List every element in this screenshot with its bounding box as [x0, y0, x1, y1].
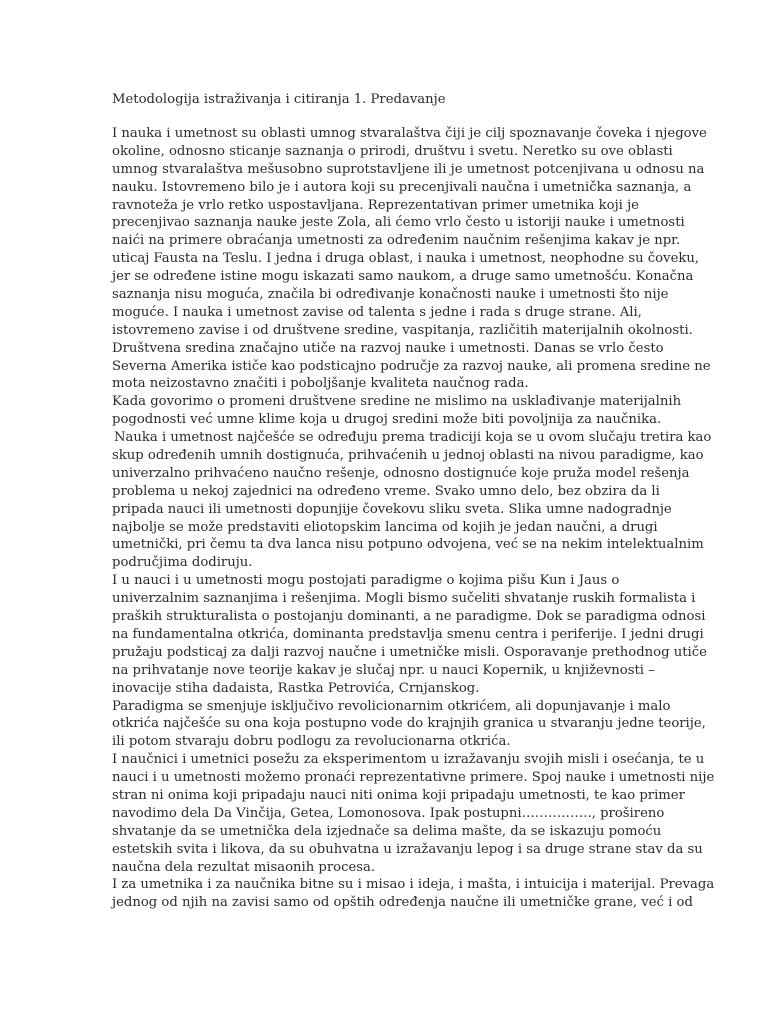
text-line: područjima dodiruju. — [112, 555, 253, 571]
text-line: precenjivao saznanja nauke jeste Zola, ali ćemo vrlo često u istoriji nauke i umetnosti — [112, 215, 685, 231]
text-line: stran ni onima koji pripadaju nauci niti onima koji pripadaju umetnosti, te kao primer — [112, 787, 685, 803]
text-line: na fundamentalna otkrića, dominanta predstavlja smenu centra i periferije. I jedni drugi — [112, 626, 704, 642]
paragraph — [112, 393, 682, 429]
text-line: I za umetnika i za naučnika bitne su i misao i ideja, i mašta, i intuicija i materijal. Prevaga — [112, 877, 715, 893]
text-line: nauci i u umetnosti možemo pronaći reprezentativne primere. Spoj nauke i umetnosti nije — [112, 770, 715, 786]
text-line: Paradigma se smenjuje isključivo revolicionarnim otkrićem, ali dopunjavanje i malo — [112, 698, 671, 714]
text-line: I u nauci i u umetnosti mogu postojati paradigme o kojima pišu Kun i Jaus o — [112, 573, 620, 589]
text-line: naići na primere obraćanja umetnosti za određenim naučnim rešenjima kakav je npr. — [112, 233, 681, 249]
text-line: problema u nekoj zajednici na određeno vreme. Svako umno delo, bez obzira da li — [112, 483, 660, 499]
text-line: uticaj Fausta na Teslu. I jedna i druga oblast, i nauka i umetnost, neophodne su čoveku, — [112, 251, 700, 267]
text-line: pružaju podsticaj za dalji razvoj naučne i umetničke misli. Osporavanje prethodnog utiče — [112, 644, 707, 660]
text-line: Kada govorimo o promeni društvene sredine ne mislimo na usklađivanje materijalnih — [112, 394, 682, 410]
text-line: navodimo dela Da Vinčija, Getea, Lomonosova. Ipak postupni……………., prošireno — [112, 805, 665, 821]
text-line: I naučnici i umetnici posežu za eksperimentom u izražavanju svojih misli i osećanja, te u — [112, 752, 705, 768]
text-line: nauku. Istovremeno bilo je i autora koji su precenjivali naučna i umetnička saznanja, a — [112, 179, 692, 195]
text-line: estetskih svita i likova, da su obuhvatna u izražavanju lepog i sa druge strane stav da su — [112, 841, 703, 857]
text-line: naučna dela rezultat misaonih procesa. — [112, 859, 376, 875]
text-line: Severna Amerika ističe kao podsticajno područje za razvoj nauke, ali promena sredine ne — [112, 358, 711, 374]
text-line: Društvena sredina značajno utiče na razvoj nauke i umetnosti. Danas se vrlo često — [112, 340, 664, 356]
paragraph — [112, 698, 706, 752]
text-line: praških strukturalista o postojanju dominanti, a ne paradigme. Dok se paradigma odnosi — [112, 609, 706, 625]
text-line: otkrića najčešće su ona koja postupno vode do krajnjih granica u stvaranju jedne teorije, — [112, 716, 706, 732]
paragraph — [112, 429, 712, 572]
text-line: ili potom stvaraju dobru podlogu za revolucionarna otkrića. — [112, 734, 511, 750]
text-line: jer se određene istine mogu iskazati samo naukom, a druge samo umetnošću. Konačna — [112, 269, 694, 285]
text-line: I nauka i umetnost su oblasti umnog stvaralaštva čiji je cilj spoznavanje čoveka i njegove — [112, 126, 707, 141]
text-line: mota neizostavno značiti i poboljšanje kvaliteta naučnog rada. — [112, 376, 529, 392]
text-line: na prihvatanje nove teorije kakav je slučaj npr. u nauci Kopernik, u književnosti – — [112, 662, 655, 678]
document-page — [112, 92, 715, 912]
text-line: umnog stvaralaštva mešusobno suprotstavljene ili je umetnost potcenjivana u odnosu na — [112, 161, 705, 177]
text-line: pogodnosti već umne klime koja u drugoj sredini može biti povoljnija za naučnika. — [112, 412, 662, 428]
text-line: pripada nauci ili umetnosti dopunjije čovekovu sliku sveta. Slika umne nadogradnje — [112, 501, 672, 517]
text-line: inovacije stiha dadaista, Rastka Petrovića, Crnjanskog. — [112, 680, 480, 696]
text-line: moguće. I nauka i umetnost zavise od talenta s jedne i rada s druge strane. Ali, — [112, 304, 642, 320]
document-title: Metodologija istraživanja i citiranja 1. Predavanje — [112, 92, 446, 107]
text-line: ravnoteža je vrlo retko uspostavljana. Reprezentativan primer umetnika koji je — [112, 197, 639, 213]
paragraph — [112, 876, 715, 912]
paragraph — [112, 125, 711, 393]
text-line: shvatanje da se umetnička dela izjednače sa delima mašte, da se iskazuju pomoću — [112, 823, 662, 839]
paragraph — [112, 751, 715, 876]
text-line: najbolje se može predstaviti eliotopskim lancima od kojih je jedan naučni, a drugi — [112, 519, 658, 535]
text-line: saznanja nisu moguća, značila bi određivanje konačnosti nauke i umetnosti što nije — [112, 287, 669, 303]
text-line: Nauka i umetnost najčešće se određuju prema tradiciji koja se u ovom slučaju tretira kao — [114, 430, 712, 446]
text-line: okoline, odnosno sticanje saznanja o prirodi, društvu i svetu. Neretko su ove oblasti — [112, 143, 673, 159]
text-line: umetnički, pri čemu ta dva lanca nisu potpuno odvojena, već se na nekim intelektualnim — [112, 537, 704, 553]
paragraph — [112, 572, 707, 697]
text-line: univerzalno prihvaćeno naučno rešenje, odnosno dostignuće koje pruža model rešenja — [112, 465, 690, 481]
text-line: jednog od njih na zavisi samo od opštih određenja naučne ili umetničke grane, već i od — [112, 895, 693, 911]
text-line: istovremeno zavise i od društvene sredine, vaspitanja, različitih materijalnih okolnosti. — [112, 322, 693, 338]
text-line: univerzalnim saznanjima i rešenjima. Mogli bismo sučeliti shvatanje ruskih formalista i — [112, 591, 696, 607]
text-line: skup određenih umnih dostignuća, prihvaćenih u jednoj oblasti na nivou paradigme, kao — [112, 448, 704, 464]
